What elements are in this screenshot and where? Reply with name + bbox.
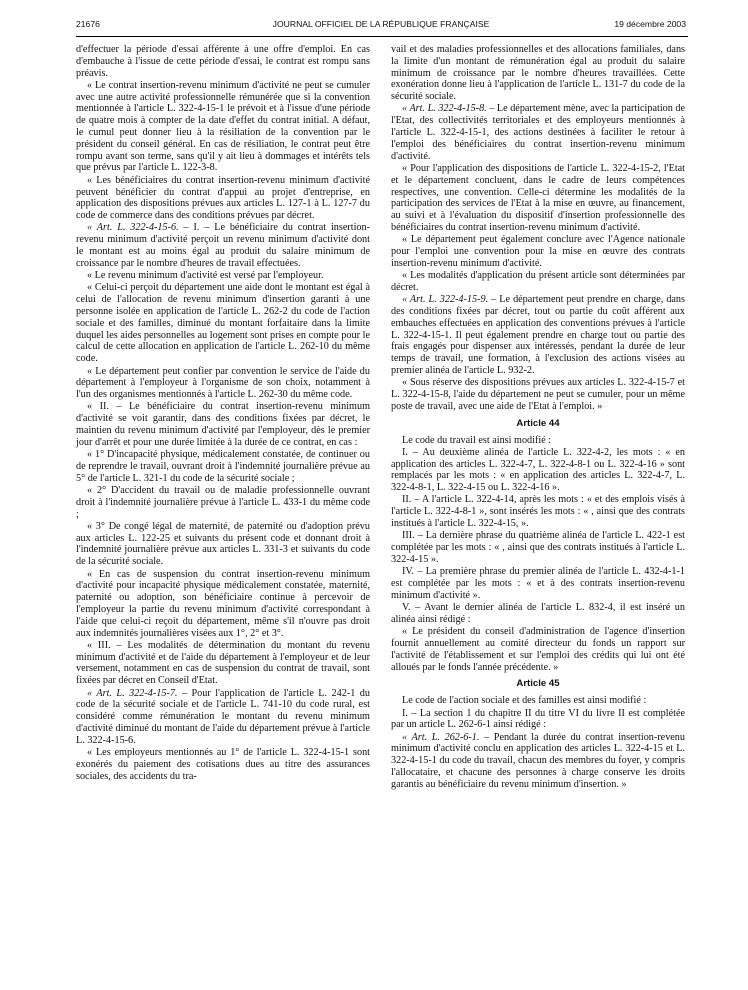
paragraph: IV. – La première phrase du premier alinéa de l'article L. 432-4-1-1 est complétée par les mots : « et à des contrats insertion-revenu minimum d'activité ». <box>391 566 685 601</box>
paragraph: « Les modalités d'application du présent article sont déterminées par décret. <box>391 270 685 293</box>
article-reference: « Art. L. 322-4-15-6. <box>87 222 179 234</box>
paragraph: III. – La dernière phrase du quatrième alinéa de l'article L. 422-1 est complétée par les mots : « , ainsi que des contrats institués à l'article L. 322-4-15 ». <box>391 530 685 565</box>
paragraph: « Le revenu minimum d'activité est versé par l'employeur. <box>87 270 324 282</box>
paragraph: « Le département peut confier par convention le service de l'aide du département à l'employeur à l'organisme de son choix, notamment à l'un des organismes mentionnés à l'article L. 262-30 du même code. <box>76 365 370 401</box>
publication-date: 19 décembre 2003 <box>614 19 686 29</box>
article-reference: « Art. L. 322-4-15-8. <box>402 103 487 115</box>
article-paragraph <box>391 732 685 791</box>
paragraph: « 3° De congé légal de maternité, de paternité ou d'adoption prévu aux articles L. 122-25 et suivants du présent code et donnant droit à l'indemnité journalière prévue aux articles L. 331-3 et suivants du code de la sécurité sociale. <box>76 520 370 568</box>
page-number: 21676 <box>76 19 100 29</box>
paragraph: « 2° D'accident du travail ou de maladie professionnelle ouvrant droit à l'indemnité journalière prévue à l'article L. 433-1 du même code ; <box>76 484 370 520</box>
article-reference: « Art. L. 322-4-15-9. <box>402 294 489 306</box>
paragraph: « Celui-ci perçoit du département une aide dont le montant est égal à celui de l'allocation de revenu minimum d'insertion garanti à une personne isolée en application de l'article L. 262-2 du code de l'action sociale et des familles, diminué du montant forfaitaire dans la limite duquel les aides personnelles au logement sont prises en compte pour le calcul de cette allocation en application de l'article L. 262-10 du même code. <box>76 282 370 365</box>
paragraph: « 1° D'incapacité physique, médicalement constatée, de continuer ou de reprendre le travail, ouvrant droit à l'indemnité journalière prévue au 5° de l'article L. 321-1 du code de la sécurité sociale ; <box>76 449 370 484</box>
paragraph: I. – Au deuxième alinéa de l'article L. 322-4-2, les mots : « en application des articles L. 322-4-7, L. 322-4-8-1 ou L. 322-4-16 » sont remplacés par les mots : « en application des articles L. 322-4-7, L. 322-4-8-1, L. 322-4-15 ou L. 322-4-16 ». <box>391 446 685 494</box>
paragraph-text: – Le département peut prendre en charge, dans des conditions fixées par décret, tout ou partie du coût afférent aux embauches effectuées en application des conventions prévues à l'article L. 322-4-15-1. Il peut également prendre en charge tout ou partie des frais engagés pour dispenser aux intéressés, pendant la durée de leur temps de travail, une formation, à l'exclusion des actions visées au premier alinéa de l'article L. 932-2. <box>391 294 685 377</box>
paragraph: Le code du travail est ainsi modifié : <box>402 434 552 446</box>
paragraph-text: – Pendant la durée du contrat insertion-revenu minimum d'activité conclu en application des articles L. 322-4-15 et L. 322-4-15-1 du code du travail, chacun des membres du foyer, y compris l'allocataire, et chacune des personnes à charge conserve les droits garantis au bénéficiaire du revenu minimum d'insertion. » <box>391 731 685 790</box>
paragraph: « Le département peut également conclure avec l'Agence nationale pour l'emploi une convention pour la mise en œuvre des contrats insertion-revenu minimum d'activité. <box>391 234 685 269</box>
paragraph: « II. – Le bénéficiaire du contrat insertion-revenu minimum d'activité se voit garantir, dans des conditions fixées par décret, le maintien du revenu minimum d'activité par l'employeur, dès le premier jour d'arrêt et pour une durée limitée à la durée de ce contrat, en cas : <box>76 401 370 448</box>
paragraph: Le code de l'action sociale et des familles est ainsi modifié : <box>402 695 647 707</box>
article-heading-44: Article 44 <box>516 417 560 429</box>
paragraph: « Les employeurs mentionnés au 1° de l'article L. 322-4-15-1 sont exonérés du paiement des cotisations dues au titre des assurances sociales, des accidents du tra- <box>76 747 370 782</box>
paragraph: « Les bénéficiaires du contrat insertion-revenu minimum d'activité peuvent bénéficier du contrat d'appui au projet d'entreprise, en application des dispositions prévues aux articles L. 127-1 à L. 127-7 du code de commerce dans des conditions prévues par décret. <box>76 174 370 222</box>
paragraph: « En cas de suspension du contrat insertion-revenu minimum d'activité pour incapacité physique médicalement constatée, maternité, paternité ou adoption, son bénéficiaire continue à percevoir de l'employeur la partie du revenu minimum d'activité correspondant à l'aide que celui-ci reçoit du département, même s'il n'ouvre pas droit aux indemnités journalières visées aux 1°, 2° et 3°. <box>76 568 370 639</box>
paragraph: « Pour l'application des dispositions de l'article L. 322-4-15-2, l'Etat et le département concluent, dans le cadre de leurs compétences respectives, une convention. Celle-ci détermine les modalités de la participation des services de l'Etat à la mise en œuvre, au financement, au suivi et à l'évaluation du dispositif d'insertion professionnelle des bénéficiaires du contrat insertion-revenu minimum d'activité. <box>391 162 685 233</box>
journal-title: JOURNAL OFFICIEL DE LA RÉPUBLIQUE FRANÇAISE <box>272 19 490 29</box>
paragraph: « III. – Les modalités de détermination du montant du revenu minimum d'activité et de l'aide du département à l'employeur et de leur versement, notamment en cas de suspension du contrat de travail, sont fixées par décret en Conseil d'Etat. <box>76 639 370 687</box>
article-paragraph <box>76 222 370 269</box>
article-reference: « Art. L. 322-4-15-7. <box>87 687 178 699</box>
paragraph-text: – Pour l'application de l'article L. 242-1 du code de la sécurité sociale et de l'article L. 741-10 du code rural, est considéré comme rémunération le montant du revenu minimum d'activité diminué du montant de l'aide du département prévue à l'article L. 322-4-15-6. <box>76 687 370 746</box>
paragraph: « Le contrat insertion-revenu minimum d'activité ne peut se cumuler avec une autre activité professionnelle rémunérée que si la convention mentionnée à l'article L. 322-4-15-1 le prévoit et à l'issue d'une période de quatre mois à compter de la date d'effet du contrat initial. A défaut, le cumul peut donner lieu à la résiliation de la convention par le président du conseil général. En cas de résiliation, le contrat peut être rompu avant son terme, sans qu'il y ait lieu à dommages et intérêts tels que prévus par l'article L. 122-3-8. <box>76 79 370 174</box>
left-column <box>76 44 370 782</box>
paragraph: « Sous réserve des dispositions prévues aux articles L. 322-4-15-7 et L. 322-4-15-8, l'aide du département ne peut se cumuler, pour un même poste de travail, avec une aide de l'Etat à l'emploi. » <box>391 377 685 412</box>
header-rule <box>76 36 688 37</box>
paragraph: d'effectuer la période d'essai afférente à une offre d'emploi. En cas d'embauche à l'issue de cette période d'essai, le contrat est rompu sans préavis. <box>76 44 370 79</box>
paragraph: vail et des maladies professionnelles et des allocations familiales, dans la limite d'un montant de rémunération égal au produit du salaire minimum de croissance par le nombre d'heures travaillées. Cette exonération donne lieu à l'application de l'article L. 131-7 du code de la sécurité sociale. <box>391 44 685 103</box>
paragraph: « Le président du conseil d'administration de l'agence d'insertion fournit annuellement au comité directeur du fonds un rapport sur l'activité de l'établissement et sur l'emploi des crédits qui lui ont été alloués par le fonds l'année précédente. » <box>391 626 685 673</box>
page-header <box>76 19 686 33</box>
right-column <box>391 44 685 791</box>
paragraph-text: – I. – Le bénéficiaire du contrat insertion-revenu minimum d'activité perçoit un revenu minimum d'activité dont le montant est au moins égal au produit du salaire minimum de croissance par le nombre d'heures de travail effectuées. <box>76 222 370 269</box>
article-heading-45: Article 45 <box>516 678 560 690</box>
paragraph: I. – La section 1 du chapitre II du titre VI du livre II est complétée par un article L. 262-6-1 ainsi rédigé : <box>391 707 685 731</box>
article-paragraph <box>76 688 370 747</box>
article-paragraph <box>391 103 685 162</box>
paragraph-text: – Le département mène, avec la participation de l'Etat, des collectivités territoriales et des employeurs mentionnés à l'article L. 322-4-15-1, des actions destinées à faciliter le retour à l'emploi des bénéficiaires du contrat insertion-revenu minimum d'activité. <box>391 103 685 162</box>
article-paragraph <box>391 294 685 377</box>
paragraph: II. – A l'article L. 322-4-14, après les mots : « et des emplois visés à l'article L. 322-4-8-1 », sont insérés les mots : « , ainsi que des contrats institués à l'article L. 322-4-15, ». <box>391 494 685 530</box>
paragraph: V. – Avant le dernier alinéa de l'article L. 832-4, il est inséré un alinéa ainsi rédigé : <box>391 602 685 625</box>
article-reference: « Art. L. 262-6-1. <box>402 731 480 743</box>
